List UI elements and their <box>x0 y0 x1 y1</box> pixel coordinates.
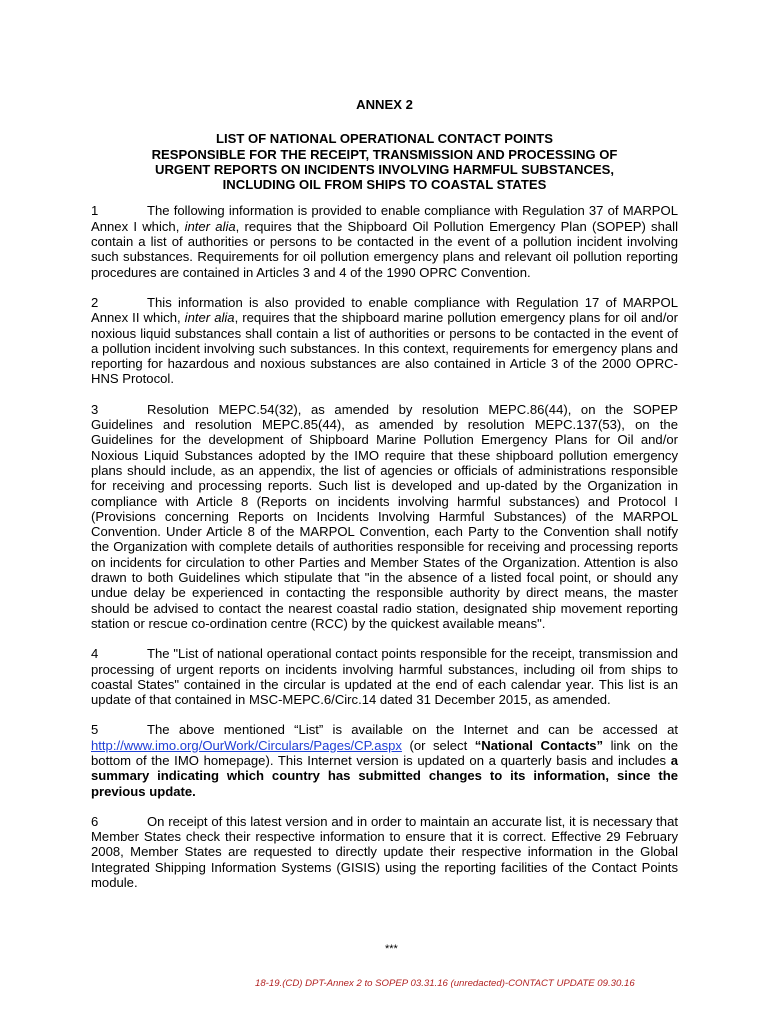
contact-points-link[interactable]: http://www.imo.org/OurWork/Circulars/Pages/CP.aspx <box>91 737 402 753</box>
document-body <box>91 97 678 905</box>
paragraph-6 <box>91 814 678 890</box>
document-heading <box>91 131 678 192</box>
bold-text: a summary indicating which country has submitted changes to its information, since the previous update. <box>91 752 678 799</box>
annex-title: ANNEX 2 <box>356 97 413 112</box>
paragraph-text: link on the bottom of the IMO homepage). This Internet version is updated on a quarterly basis and includes <box>91 737 679 768</box>
paragraph-3 <box>91 402 678 631</box>
paragraph-text: The above mentioned “List” is available on the Internet and can be accessed at <box>147 722 678 738</box>
heading-line: URGENT REPORTS ON INCIDENTS INVOLVING HARMFUL SUBSTANCES, <box>154 161 615 177</box>
italic-term: inter alia <box>184 310 235 326</box>
paragraph-text: The following information is provided to enable compliance with Regulation 37 of MARPOL Annex I which, <box>91 203 678 234</box>
bold-text: “National Contacts” <box>474 737 604 753</box>
paragraph-text: The "List of national operational contact points responsible for the receipt, transmission and processing of urgent reports on incidents involving harmful substances, including oil from ships to coastal States" contained in the circular is updated at the end of each calendar year. This list is an update of that contained in MSC-MEPC.6/Circ.14 dated 31 December 2015, as amended. <box>91 646 678 708</box>
paragraph-text: Resolution MEPC.54(32), as amended by resolution MEPC.86(44), on the SOPEP Guidelines and resolution MEPC.85(44), as amended by resolution MEPC.137(53), on the Guidelines for the development of Shipboard Marine Pollution Emergency Plans for Oil and/or Noxious Liquid Substances adopted by the IMO require that these shipboard pollution emergency plans should include, as an appendix, the list of agencies or officials of administrations responsible for receiving and processing reports. Such list is developed and up-dated by the Organization in compliance with Article 8 (Reports on incidents involving harmful substances) and Protocol I (Provisions concerning Reports on Incidents Involving Harmful Substances) of the MARPOL Convention. Under Article 8 of the MARPOL Convention, each Party to the Convention shall notify the Organization with complete details of authorities responsible for receiving and processing reports on incidents for circulation to other Parties and Member States of the Organization. Attention is also drawn to both Guidelines which stipulate that "in the absence of a listed focal point, or should any undue delay be experienced in contacting the responsible authority by direct means, the master should be advised to contact the nearest coastal radio station, designated ship movement reporting station or rescue co-ordination centre (RCC) by the quickest available means". <box>91 401 678 631</box>
paragraph-number: 6 <box>91 813 99 829</box>
paragraph-number: 3 <box>91 401 99 417</box>
paragraph-text: This information is also provided to enable compliance with Regulation 17 of MARPOL Annex II which, <box>91 294 678 326</box>
paragraph-5 <box>91 722 678 798</box>
paragraph-1 <box>91 203 678 279</box>
paragraph-text: On receipt of this latest version and in order to maintain an accurate list, it is necessary that Member States check their respective information to ensure that it is correct. Effective 29 February 2008, Member States are requested to directly update their respective information in the Global Integrated Shipping Information Systems (GISIS) using the reporting facilities of the Contact Points module. <box>91 813 678 891</box>
italic-term: inter alia <box>184 218 236 234</box>
footer-filename: 18-19.(CD) DPT-Annex 2 to SOPEP 03.31.16 (unredacted)-CONTACT UPDATE 09.30.16 <box>255 978 635 989</box>
heading-line: LIST OF NATIONAL OPERATIONAL CONTACT POINTS <box>215 131 554 147</box>
end-mark: *** <box>385 943 398 955</box>
heading-line: RESPONSIBLE FOR THE RECEIPT, TRANSMISSION AND PROCESSING OF <box>151 146 618 162</box>
paragraph-4 <box>91 646 678 707</box>
paragraph-text: , requires that the Shipboard Oil Pollution Emergency Plan (SOPEP) shall contain a list of authorities or persons to be contacted in the event of a pollution incident involving such substances. Requirements for oil pollution emergency plans and relevant oil pollution reporting procedures are contained in Articles 3 and 4 of the 1990 OPRC Convention. <box>91 218 678 280</box>
paragraph-2 <box>91 295 678 387</box>
paragraph-text: , requires that the shipboard marine pollution emergency plans for oil and/or noxious liquid substances shall contain a list of authorities or persons to be contacted in the event of a pollution incident involving such substances. In this context, requirements for emergency plans and reporting for hazardous and noxious substances are also contained in Article 3 of the 2000 OPRC-HNS Protocol. <box>91 310 678 387</box>
paragraph-text: (or select <box>401 737 475 753</box>
paragraph-number: 5 <box>91 722 99 738</box>
paragraph-number: 2 <box>91 294 99 310</box>
paragraph-number: 1 <box>91 203 99 219</box>
heading-line: INCLUDING OIL FROM SHIPS TO COASTAL STATES <box>222 177 547 193</box>
paragraph-number: 4 <box>91 646 99 662</box>
